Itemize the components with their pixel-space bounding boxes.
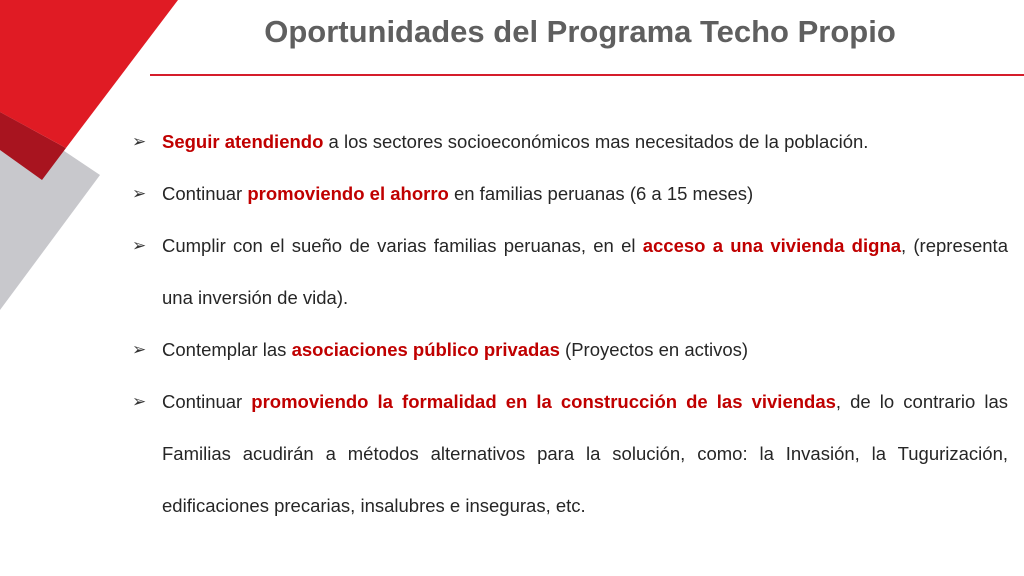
bullet-item <box>132 168 1008 220</box>
bullet-item <box>132 324 1008 376</box>
bullet-highlight: Seguir atendiendo <box>162 131 324 152</box>
bullet-highlight: asociaciones público privadas <box>291 339 560 360</box>
arrow-bullet-icon: ➢ <box>132 132 147 151</box>
title-divider <box>150 74 1024 76</box>
bullet-text: Continuar <box>162 183 248 204</box>
bullet-text: , de lo contrario las Familias acudirán a métodos alternativos para la solución, como: la Invasión, la Tugurización, edificaciones precarias, insalubres e inseguras, etc. <box>162 391 1008 516</box>
bullet-highlight: acceso a una vivienda digna <box>642 235 901 256</box>
bullet-text: en familias peruanas (6 a 15 meses) <box>448 183 754 204</box>
bullet-list <box>132 116 1008 532</box>
slide-title: Oportunidades del Programa Techo Propio <box>264 14 896 49</box>
bullet-text: , (representa una inversión de vida). <box>162 235 1008 308</box>
bullet-text: a los sectores socioeconómicos mas necesitados de la población. <box>323 131 869 152</box>
bullet-item <box>132 116 1008 168</box>
arrow-bullet-icon: ➢ <box>132 236 147 255</box>
bullet-item <box>132 220 1008 324</box>
bullet-text: Contemplar las <box>162 339 292 360</box>
bullet-highlight: promoviendo el ahorro <box>247 183 449 204</box>
bullet-text: (Proyectos en activos) <box>559 339 749 360</box>
arrow-bullet-icon: ➢ <box>132 392 147 411</box>
bullet-text: Cumplir con el sueño de varias familias peruanas, en el <box>162 235 643 256</box>
arrow-bullet-icon: ➢ <box>132 340 147 359</box>
bullet-text: Continuar <box>162 391 252 412</box>
arrow-bullet-icon: ➢ <box>132 184 147 203</box>
bullet-highlight: promoviendo la formalidad en la construcción de las viviendas <box>251 391 836 412</box>
bullet-item <box>132 376 1008 532</box>
